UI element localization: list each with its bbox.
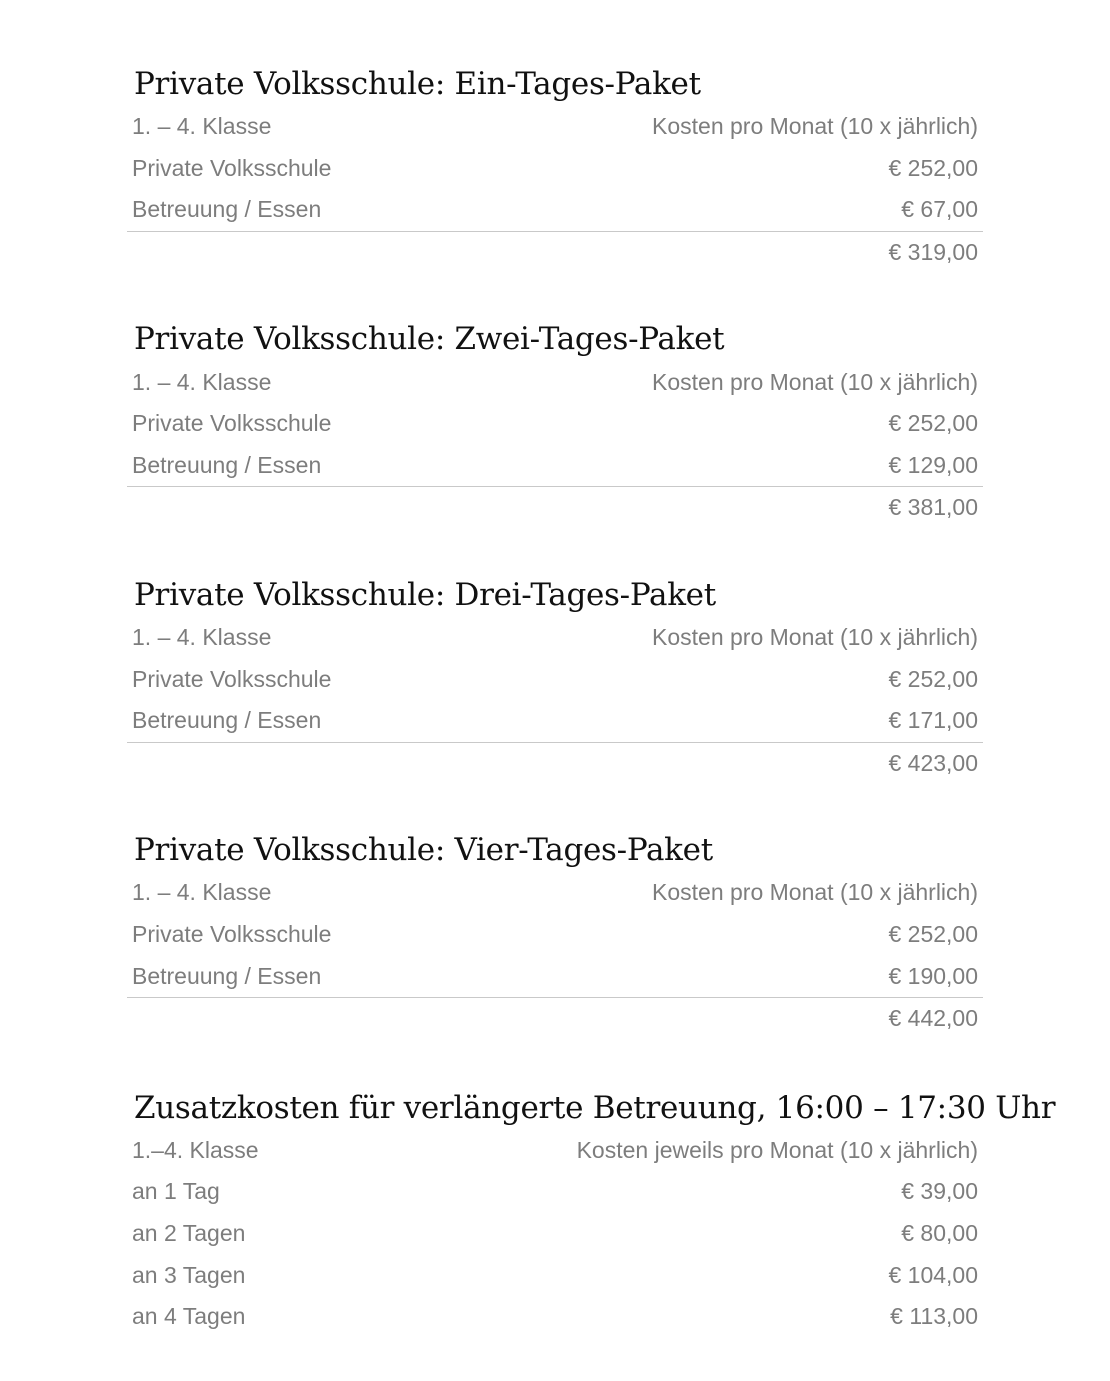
header-row <box>127 106 983 148</box>
section-title: Private Volksschule: Vier-Tages-Paket <box>134 832 713 869</box>
days-label: an 4 Tagen <box>132 1303 246 1330</box>
section-title: Zusatzkosten für verlängerte Betreuung, 16:00 – 17:30 Uhr <box>134 1089 1056 1126</box>
school-label: Private Volksschule <box>132 921 332 948</box>
package-one-day <box>127 62 983 273</box>
cost-header: Kosten pro Monat (10 x jährlich) <box>652 624 978 651</box>
days-label: an 3 Tagen <box>132 1261 246 1288</box>
package-two-day <box>127 317 983 528</box>
section-title: Private Volksschule: Ein-Tages-Paket <box>134 66 701 102</box>
section-gap <box>127 1040 983 1086</box>
days-label: an 1 Tag <box>132 1178 220 1205</box>
extra-row-2-days <box>127 1213 983 1255</box>
header-row <box>127 1130 983 1172</box>
care-row <box>127 189 983 231</box>
school-label: Private Volksschule <box>132 410 332 437</box>
care-label: Betreuung / Essen <box>132 451 322 478</box>
cost-header: Kosten pro Monat (10 x jährlich) <box>652 879 978 906</box>
header-row <box>127 617 983 659</box>
extra-row-4-days <box>127 1296 983 1338</box>
section-title: Private Volksschule: Zwei-Tages-Paket <box>134 321 725 358</box>
package-four-day <box>127 828 983 1039</box>
care-price: € 129,00 <box>888 451 978 478</box>
price-list-page <box>127 62 1056 1337</box>
grade-label: 1.–4. Klasse <box>132 1136 259 1163</box>
care-row <box>127 445 983 487</box>
school-label: Private Volksschule <box>132 665 332 692</box>
package-three-day <box>127 573 983 784</box>
total-price: € 442,00 <box>888 1005 978 1032</box>
total-row <box>127 487 983 529</box>
school-price: € 252,00 <box>888 665 978 692</box>
days-label: an 2 Tagen <box>132 1219 246 1246</box>
care-label: Betreuung / Essen <box>132 962 322 989</box>
header-row <box>127 872 983 914</box>
grade-label: 1. – 4. Klasse <box>132 879 272 906</box>
extra-price: € 113,00 <box>890 1303 978 1330</box>
extra-row-1-day <box>127 1171 983 1213</box>
grade-label: 1. – 4. Klasse <box>132 113 272 140</box>
total-row <box>127 998 983 1040</box>
grade-label: 1. – 4. Klasse <box>132 624 272 651</box>
school-price: € 252,00 <box>888 154 978 181</box>
care-price: € 171,00 <box>888 707 978 734</box>
care-label: Betreuung / Essen <box>132 196 322 223</box>
section-gap <box>127 273 983 317</box>
school-row <box>127 403 983 445</box>
school-label: Private Volksschule <box>132 154 332 181</box>
total-row <box>127 743 983 785</box>
school-row <box>127 148 983 190</box>
school-row <box>127 658 983 700</box>
total-row <box>127 232 983 274</box>
total-price: € 381,00 <box>888 494 978 521</box>
extra-price: € 80,00 <box>901 1219 978 1246</box>
grade-label: 1. – 4. Klasse <box>132 368 272 395</box>
care-row <box>127 700 983 742</box>
care-row <box>127 955 983 997</box>
care-price: € 190,00 <box>888 962 978 989</box>
total-price: € 319,00 <box>888 239 978 266</box>
total-price: € 423,00 <box>888 749 978 776</box>
extra-price: € 39,00 <box>901 1178 978 1205</box>
cost-header: Kosten pro Monat (10 x jährlich) <box>652 368 978 395</box>
section-gap <box>127 529 983 573</box>
header-row <box>127 361 983 403</box>
school-price: € 252,00 <box>888 410 978 437</box>
cost-header: Kosten jeweils pro Monat (10 x jährlich) <box>576 1136 978 1163</box>
extra-price: € 104,00 <box>888 1261 978 1288</box>
extra-care-costs <box>127 1086 1056 1338</box>
school-price: € 252,00 <box>888 921 978 948</box>
section-title: Private Volksschule: Drei-Tages-Paket <box>134 576 716 613</box>
care-price: € 67,00 <box>901 196 978 223</box>
care-label: Betreuung / Essen <box>132 707 322 734</box>
school-row <box>127 914 983 956</box>
section-gap <box>127 784 983 828</box>
extra-row-3-days <box>127 1254 983 1296</box>
cost-header: Kosten pro Monat (10 x jährlich) <box>652 113 978 140</box>
